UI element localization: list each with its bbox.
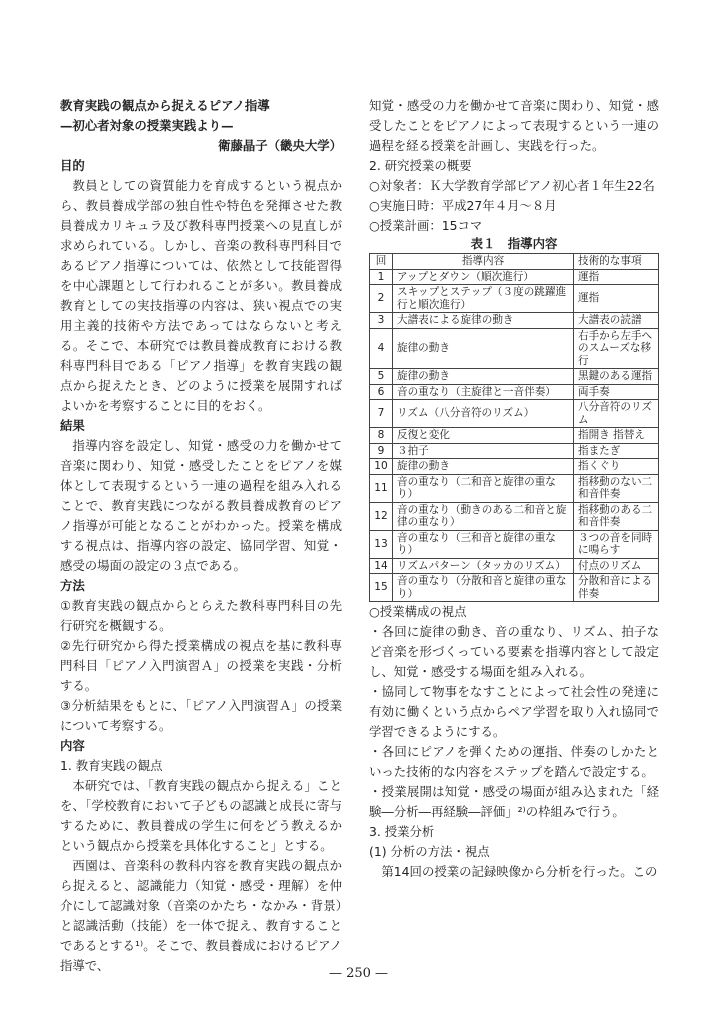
section-3-heading: 3. 授業分析 [369,824,435,839]
author-line: 衛藤晶子（畿央大学） [218,138,342,153]
method-item: ③分析結果をもとに、「ピアノ入門演習Ａ」の授業について考察する。 [60,698,342,733]
table-cell-content: リズム（八分音符のリズム） [393,400,574,428]
table-cell-content: アップとダウン（順次進行） [393,269,574,285]
table-cell-technique: 指移動のある二和音伴奏 [574,502,659,530]
table-cell-technique: 大譜表の読譜 [574,313,659,329]
table-cell-number: 13 [370,530,393,558]
continued-paragraph: 知覚・感受の力を働かせて音楽に関わり、知覚・感受したことをピアノによって表現するという一連の過程を経る授業を計画し、実践を行った。 [369,98,659,153]
table-header-cell: 回 [370,254,393,270]
table-cell-content: 音の重なり（分散和音と旋律の重なり） [393,574,574,602]
table-cell-number: 2 [370,285,393,313]
table-row [370,400,659,428]
purpose-paragraph: 教員としての資質能力を育成するという視点から、教員養成学部の独自性や特色を発揮させた教員養成カリキュラ及び教科専門授業への見直しが求められている。しかし、音楽の教科専門科目であるピアノ指導については、依然として技能習得を中心課題として行われることが多い。教員養成教育としての実技指導の内容は、狭い視点での実用主義的技術や方法であってはならないと考える。そこで、本研究では教員養成教育における教科専門科目である「ピアノ指導」を教育実践の観点から捉えたとき、どのように授業を展開すればよいかを考察することに目的をおく。 [60,178,342,413]
section-2-heading: 2. 研究授業の概要 [369,158,472,173]
table-cell-content: 音の重なり（三和音と旋律の重なり） [393,530,574,558]
method-heading: 方法 [60,578,85,593]
method-item: ①教育実践の観点からとらえた教科専門科目の先行研究を概観する。 [60,598,342,633]
table-header-row [370,254,659,270]
table-cell-content: スキップとステップ（３度の跳躍進行と順次進行） [393,285,574,313]
table-cell-technique: 指移動のない二和音伴奏 [574,474,659,502]
overview-item: ○対象者：Ｋ大学教育学部ピアノ初心者１年生22名 [369,178,655,193]
overview-item: ○授業計画：15コマ [369,218,483,233]
table-cell-technique: 指またぎ [574,443,659,459]
method-item: ②先行研究から得た授業構成の視点を基に教科専門科目「ピアノ入門演習Ａ」の授業を実践・分析する。 [60,638,342,693]
table-cell-content: 音の重なり（動きのある二和音と旋律の重なり） [393,502,574,530]
viewpoint-bullet: ・各回に旋律の動き、音の重なり、リズム、拍子など音楽を形づくっている要素を指導内容として設定し、知覚・感受する場面を組み入れる。 [369,624,659,679]
table-cell-content: リズムパターン（タッカのリズム） [393,558,574,574]
viewpoint-bullet: ・協同して物事をなすことによって社会性の発達に有効に働くという点からペア学習を取り入れ協同で学習できるようにする。 [369,684,659,739]
table-cell-content: 反復と変化 [393,428,574,444]
table-row [370,285,659,313]
right-column [369,96,659,882]
table-row [370,502,659,530]
table-row [370,558,659,574]
table-row [370,328,659,369]
table-cell-technique: 分散和音による伴奏 [574,574,659,602]
table-cell-content: 旋律の動き [393,369,574,385]
results-heading: 結果 [60,418,85,433]
table-cell-technique: 右手から左手へのスムーズな移行 [574,328,659,369]
table-cell-number: 15 [370,574,393,602]
overview-item: ○実施日時：平成27年４月〜８月 [369,198,557,213]
section-1-paragraph: 西園は、音楽科の教科内容を教育実践の観点から捉えると、認識能力（知覚・感受・理解）を仲介にして認識対象（音楽のかたち・なかみ・背景）と認識活動（技能）を一体で捉え、教育することであるとする¹⁾。そこで、教員養成におけるピアノ指導で、 [60,858,342,973]
table-cell-technique: 両手奏 [574,384,659,400]
table-cell-content: 大譜表による旋律の動き [393,313,574,329]
table-cell-technique: ３つの音を同時に鳴らす [574,530,659,558]
table-row [370,313,659,329]
table-row [370,369,659,385]
table-row [370,269,659,285]
page-number: — 250 — [328,966,389,981]
table-header-cell: 指導内容 [393,254,574,270]
table-cell-number: 7 [370,400,393,428]
table-row [370,474,659,502]
table-row [370,384,659,400]
paper-title: 教育実践の観点から捉えるピアノ指導 [60,98,270,113]
viewpoint-heading: ○授業構成の視点 [369,604,467,619]
section-1-heading: 1. 教育実践の観点 [60,758,163,773]
viewpoint-bullet: ・授業展開は知覚・感受の場面が組み込まれた「経験―分析―再経験―評価」²⁾の枠組みで行う。 [369,784,659,819]
table-row [370,459,659,475]
table-cell-number: 14 [370,558,393,574]
table-cell-number: 1 [370,269,393,285]
teaching-content-table [369,253,659,602]
table-cell-content: 音の重なり（主旋律と一音伴奏） [393,384,574,400]
table-cell-technique: 運指 [574,285,659,313]
content-heading: 内容 [60,738,85,753]
section-3-1-heading: (1) 分析の方法・視点 [369,844,490,859]
table-row [370,428,659,444]
table-cell-technique: 付点のリズム [574,558,659,574]
results-paragraph: 指導内容を設定し、知覚・感受の力を働かせて音楽に関わり、知覚・感受したことをピアノを媒体として表現するという一連の過程を組み入れることで、教育実践につながる教員養成教育のピアノ指導が可能となることがわかった。授業を構成する視点は、指導内容の設定、協同学習、知覚・感受の場面の設定の３点である。 [60,438,342,573]
table-cell-number: 6 [370,384,393,400]
table-cell-number: 8 [370,428,393,444]
table-header-cell: 技術的な事項 [574,254,659,270]
purpose-heading: 目的 [60,158,85,173]
table-cell-technique: 黒鍵のある運指 [574,369,659,385]
table-cell-content: 旋律の動き [393,328,574,369]
table-cell-technique: 運指 [574,269,659,285]
table-cell-number: 11 [370,474,393,502]
table-cell-content: ３拍子 [393,443,574,459]
viewpoint-bullet: ・各回にピアノを弾くための運指、伴奏のしかたといった技術的な内容をステップを踏んで設定する。 [369,744,659,779]
table-cell-number: 9 [370,443,393,459]
table-cell-technique: 指開き 指替え [574,428,659,444]
table-cell-number: 12 [370,502,393,530]
table-cell-number: 4 [370,328,393,369]
table-cell-number: 5 [370,369,393,385]
table-row [370,574,659,602]
table-row [370,530,659,558]
table-cell-technique: 八分音符のリズム [574,400,659,428]
paper-subtitle: —初心者対象の授業実践より— [60,118,234,133]
table-cell-number: 3 [370,313,393,329]
table-caption: 表１ 指導内容 [470,236,558,251]
table-cell-content: 旋律の動き [393,459,574,475]
table-cell-number: 10 [370,459,393,475]
table-row [370,443,659,459]
section-3-paragraph: 第14回の授業の記録映像から分析を行った。この [381,864,658,879]
left-column [60,96,342,976]
table-cell-technique: 指くぐり [574,459,659,475]
section-1-paragraph: 本研究では、「教育実践の観点から捉える」ことを、「学校教育において子どもの認識と成長に寄与するために、教員養成の学生に何をどう教えるかという観点から授業を具体化すること」とする。 [60,778,342,853]
table-cell-content: 音の重なり（二和音と旋律の重なり） [393,474,574,502]
